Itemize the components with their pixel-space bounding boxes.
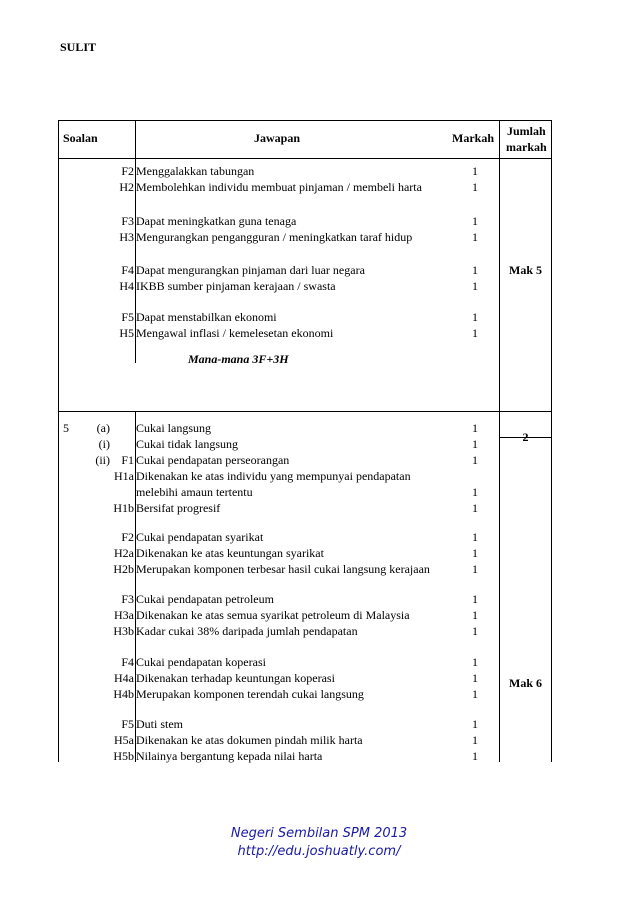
section-divider	[58, 411, 552, 412]
answer-text: Cukai pendapatan perseorangan	[136, 453, 290, 467]
answer-code: H3b	[113, 624, 134, 638]
mark-value: 1	[472, 592, 478, 606]
mark-value: 1	[472, 749, 478, 763]
mark-value: 1	[472, 214, 478, 228]
table-row	[58, 623, 552, 639]
answer-code: H5a	[114, 733, 134, 747]
header-bottom-border	[58, 158, 552, 159]
marking-scheme-table	[58, 120, 552, 762]
table-row	[58, 591, 552, 607]
answer-text: Mengurangkan pengangguran / meningkatkan taraf hidup	[136, 230, 413, 244]
table-row	[58, 654, 552, 670]
mark-value: 1	[472, 624, 478, 638]
answer-code: H3a	[114, 608, 134, 622]
sulit-label: SULIT	[60, 40, 97, 54]
mark-value: 1	[472, 655, 478, 669]
answer-text: melebihi amaun tertentu	[136, 485, 253, 499]
answer-code: F3	[121, 214, 134, 228]
answer-text: Mengawal inflasi / kemelesetan ekonomi	[136, 326, 334, 340]
mark-value: 1	[472, 562, 478, 576]
mark-value: 1	[472, 485, 478, 499]
sub-question: (ii)	[95, 453, 110, 467]
answer-code: H2b	[113, 562, 134, 576]
selection-note: Mana-mana 3F+3H	[188, 352, 289, 366]
table-row	[58, 484, 552, 500]
answer-code: F5	[121, 717, 134, 731]
answer-code: F2	[121, 530, 134, 544]
table-row	[58, 325, 552, 341]
answer-code: H1a	[114, 469, 134, 483]
table-row	[58, 179, 552, 195]
mark-value: 1	[472, 530, 478, 544]
answer-text: Dikenakan ke atas semua syarikat petroleum di Malaysia	[136, 608, 410, 622]
mark-value: 1	[472, 733, 478, 747]
header-markah-total: markah	[506, 140, 547, 154]
answer-text: Dikenakan terhadap keuntungan koperasi	[136, 671, 335, 685]
table-row	[58, 278, 552, 294]
total-mak-5: Mak 5	[509, 263, 542, 277]
table-row	[58, 561, 552, 577]
sub-question: (a)	[96, 421, 110, 435]
table-top-border	[58, 120, 552, 121]
mark-value: 1	[472, 279, 478, 293]
table-row	[58, 420, 552, 436]
answer-text: Nilainya bergantung kepada nilai harta	[136, 749, 323, 763]
table-row	[58, 607, 552, 623]
answer-text: Dapat menstabilkan ekonomi	[136, 310, 277, 324]
table-row	[58, 732, 552, 748]
answer-text: IKBB sumber pinjaman kerajaan / swasta	[136, 279, 336, 293]
answer-text: Merupakan komponen terendah cukai langsung	[136, 687, 364, 701]
answer-code: F5	[121, 310, 134, 324]
answer-text: Membolehkan individu membuat pinjaman / membeli harta	[136, 180, 422, 194]
table-row	[58, 229, 552, 245]
answer-text: Merupakan komponen terbesar hasil cukai langsung kerajaan	[136, 562, 430, 576]
table-row	[58, 213, 552, 229]
table-row	[58, 545, 552, 561]
answer-code: F4	[121, 263, 134, 277]
table-row	[58, 452, 552, 468]
answer-code: H5b	[113, 749, 134, 763]
answer-text: Cukai langsung	[136, 421, 211, 435]
mark-value: 1	[472, 263, 478, 277]
mark-value: 1	[472, 671, 478, 685]
table-row	[58, 500, 552, 516]
question-number: 5	[63, 421, 69, 435]
answer-code: H1b	[113, 501, 134, 515]
answer-text: Cukai pendapatan syarikat	[136, 530, 264, 544]
table-row	[58, 436, 552, 452]
mark-value: 1	[472, 687, 478, 701]
table-row	[58, 686, 552, 702]
answer-code: H4a	[114, 671, 134, 685]
answer-text: Cukai pendapatan koperasi	[136, 655, 266, 669]
mark-value: 1	[472, 546, 478, 560]
mark-value: 1	[472, 326, 478, 340]
answer-code: H4b	[113, 687, 134, 701]
answer-text: Dikenakan ke atas dokumen pindah milik harta	[136, 733, 363, 747]
answer-text: Menggalakkan tabungan	[136, 164, 255, 178]
header-jawapan: Jawapan	[254, 131, 301, 145]
answer-text: Cukai tidak langsung	[136, 437, 238, 451]
answer-code: H5	[119, 326, 134, 340]
answer-text: Dapat mengurangkan pinjaman dari luar negara	[136, 263, 365, 277]
answer-code: H2a	[114, 546, 134, 560]
table-row	[58, 468, 552, 484]
header-markah: Markah	[452, 131, 494, 145]
mark-value: 1	[472, 230, 478, 244]
header-soalan: Soalan	[63, 131, 98, 145]
mark-value: 1	[472, 501, 478, 515]
header-jumlah: Jumlah	[507, 124, 546, 138]
mark-value: 1	[472, 608, 478, 622]
table-row	[58, 748, 552, 764]
table-row	[58, 262, 552, 278]
table-row	[58, 163, 552, 179]
answer-text: Kadar cukai 38% daripada jumlah pendapatan	[136, 624, 358, 638]
mark-value: 1	[472, 310, 478, 324]
total-2: 2	[522, 430, 529, 444]
mark-value: 1	[472, 717, 478, 731]
answer-code: H4	[119, 279, 134, 293]
answer-text: Dikenakan ke atas individu yang mempunyai pendapatan	[136, 469, 411, 483]
answer-code: H2	[119, 180, 134, 194]
mark-value: 1	[472, 453, 478, 467]
mark-value: 1	[472, 437, 478, 451]
sub-question: (i)	[98, 437, 110, 451]
answer-text: Bersifat progresif	[136, 501, 221, 515]
answer-code: F2	[121, 164, 134, 178]
table-row	[58, 716, 552, 732]
mark-value: 1	[472, 421, 478, 435]
answer-text: Dapat meningkatkan guna tenaga	[136, 214, 297, 228]
answer-code: H3	[119, 230, 134, 244]
answer-text: Duti stem	[136, 717, 183, 731]
table-row	[58, 529, 552, 545]
footer-title: Negeri Sembilan SPM 2013	[230, 826, 408, 841]
answer-text: Dikenakan ke atas keuntungan syarikat	[136, 546, 324, 560]
table-row	[58, 309, 552, 325]
answer-text: Cukai pendapatan petroleum	[136, 592, 274, 606]
answer-code: F1	[121, 453, 134, 467]
footer-url[interactable]: http://edu.joshuatly.com/	[237, 844, 401, 859]
mark-value: 1	[472, 164, 478, 178]
mark-value: 1	[472, 180, 478, 194]
answer-code: F4	[121, 655, 134, 669]
total-mak-6: Mak 6	[509, 676, 542, 690]
answer-code: F3	[121, 592, 134, 606]
table-row	[58, 670, 552, 686]
